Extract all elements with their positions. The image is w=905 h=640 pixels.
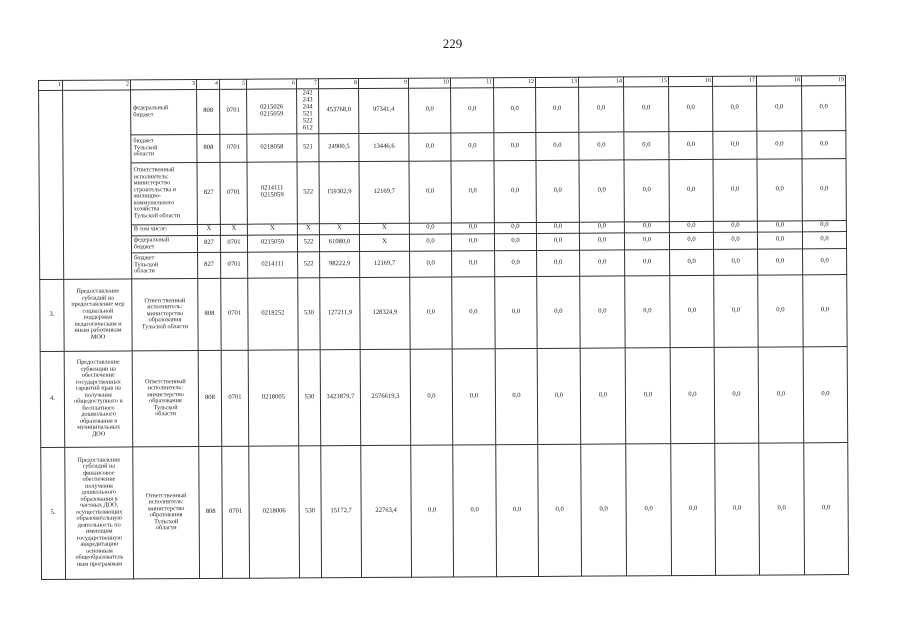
value-cell: 0,0 bbox=[598, 307, 607, 315]
grbs-cell: 827 bbox=[203, 188, 214, 196]
value-cell: 0,0 bbox=[820, 184, 829, 192]
header-cell: 16 bbox=[668, 76, 712, 86]
value-cell: 0,0 bbox=[426, 187, 435, 195]
value-cell: 0,0 bbox=[687, 236, 696, 244]
value-cell: 0,0 bbox=[555, 505, 564, 513]
header-cell: 17 bbox=[712, 76, 756, 86]
vr-cell: 522 bbox=[303, 238, 314, 246]
value-cell: 0,0 bbox=[468, 186, 477, 194]
csr-cell: 0218058 bbox=[260, 143, 284, 151]
value-cell: 0,0 bbox=[512, 505, 522, 513]
amount-cell: X bbox=[382, 237, 387, 245]
vr-cell: 530 bbox=[303, 308, 314, 316]
value-cell: 0,0 bbox=[553, 258, 563, 266]
value-cell: 0,0 bbox=[642, 222, 652, 230]
x-cell: X bbox=[336, 224, 342, 232]
value-cell: 0,0 bbox=[597, 186, 606, 194]
value-cell: 0,0 bbox=[775, 185, 784, 193]
value-cell: 0,0 bbox=[776, 306, 785, 314]
csr-cell: 0218005 bbox=[261, 393, 285, 401]
value-cell: 0,0 bbox=[425, 142, 435, 150]
executor-cell: бюджет Тульской области bbox=[133, 137, 158, 158]
header-cell: 3 bbox=[131, 80, 197, 90]
value-cell: 0,0 bbox=[469, 391, 479, 399]
vr-cell: 522 bbox=[303, 187, 314, 195]
value-cell: 0,0 bbox=[775, 257, 785, 265]
rzpr-cell: 0701 bbox=[227, 238, 241, 246]
amount-cell: 159302,9 bbox=[326, 187, 352, 195]
value-cell: 0,0 bbox=[642, 257, 652, 265]
value-cell: 0,0 bbox=[688, 504, 698, 512]
value-cell: 0,0 bbox=[775, 140, 784, 148]
vr-cell: 530 bbox=[305, 506, 316, 514]
value-cell: 0,0 bbox=[597, 141, 606, 149]
value-cell: 0,0 bbox=[642, 140, 651, 148]
executor-cell: Ответственный исполнитель: министерство образования Тульской области bbox=[145, 491, 187, 532]
x-cell: X bbox=[231, 224, 237, 232]
header-cell: 12 bbox=[493, 77, 535, 87]
grbs-cell: 808 bbox=[203, 143, 214, 151]
vr-cell: 242 243 244 521 522 612 bbox=[302, 89, 313, 131]
rzpr-cell: 0701 bbox=[229, 507, 243, 515]
value-cell: 0,0 bbox=[510, 105, 519, 113]
value-cell: 0,0 bbox=[777, 504, 786, 512]
csr-cell: 0215026 0215059 bbox=[260, 103, 284, 118]
executor-cell: бюджет Тульской области bbox=[134, 254, 159, 275]
header-cell: 5 bbox=[219, 79, 246, 89]
measure-name-cell: Предоставление субвенции на обеспечение государственных гарантий прав на получение общедоступного и бесплатного дошкольного образования в муниципальных ДОО bbox=[74, 358, 123, 438]
value-cell: 0,0 bbox=[468, 141, 477, 149]
grbs-cell: 808 bbox=[205, 507, 216, 515]
value-cell: 0,0 bbox=[597, 222, 607, 230]
x-cell: X bbox=[381, 223, 387, 231]
csr-cell: 0218252 bbox=[261, 309, 285, 317]
value-cell: 0,0 bbox=[468, 105, 477, 113]
value-cell: 0,0 bbox=[687, 306, 697, 314]
value-cell: 0,0 bbox=[819, 139, 829, 147]
value-cell: 0,0 bbox=[470, 505, 479, 513]
value-cell: 0,0 bbox=[731, 257, 740, 265]
value-cell: 0,0 bbox=[688, 390, 697, 398]
amount-cell: 24900,5 bbox=[328, 142, 350, 150]
amount-cell: 22763,4 bbox=[375, 506, 397, 514]
value-cell: 0,0 bbox=[511, 237, 520, 245]
value-cell: 0,0 bbox=[469, 307, 478, 315]
value-cell: 0,0 bbox=[511, 258, 520, 266]
value-cell: 0,0 bbox=[426, 237, 435, 245]
header-cell: 14 bbox=[578, 77, 623, 87]
value-cell: 0,0 bbox=[510, 141, 520, 149]
value-cell: 0,0 bbox=[731, 235, 740, 243]
amount-cell: 98222,9 bbox=[328, 259, 351, 267]
value-cell: 0,0 bbox=[820, 256, 829, 264]
measure-name-cell: Предоставление субсидий на финансовое обеспечение получения дошкольного образования в частных ДОО, осуществляющих образовательную деятельность по имеющим государственную аккредитацию основным общеобразователь ным программам bbox=[75, 456, 124, 568]
table-row bbox=[39, 158, 846, 225]
grbs-cell: 808 bbox=[203, 107, 214, 115]
x-cell: X bbox=[305, 224, 311, 232]
amount-cell: 3423879,7 bbox=[326, 392, 355, 400]
value-cell: 0,0 bbox=[820, 221, 829, 229]
rzpr-cell: 0701 bbox=[227, 309, 242, 317]
value-cell: 0,0 bbox=[775, 221, 785, 229]
header-cell: 15 bbox=[623, 77, 668, 87]
executor-cell: Ответственный исполнитель: министерство образования Тульской области bbox=[144, 377, 186, 418]
row-number-cell: 3. bbox=[49, 310, 55, 318]
value-cell: 0,0 bbox=[642, 104, 651, 112]
measure-name-cell: Предоставление субсидий на предоставление мер социальной поддержки педагогическим и иным работникам МОО bbox=[71, 287, 125, 341]
amount-cell: 15172,7 bbox=[330, 506, 352, 514]
rzpr-cell: 0701 bbox=[227, 260, 241, 268]
header-cell: 7 bbox=[296, 79, 318, 89]
value-cell: 0,0 bbox=[511, 307, 521, 315]
executor-cell: федеральный бюджет bbox=[133, 104, 169, 119]
value-cell: 0,0 bbox=[687, 222, 696, 230]
value-cell: 0,0 bbox=[553, 222, 563, 230]
amount-cell: 453768,0 bbox=[326, 106, 352, 114]
value-cell: 0,0 bbox=[426, 223, 435, 231]
x-cell: X bbox=[206, 225, 212, 233]
executor-cell: федеральный бюджет bbox=[133, 236, 170, 250]
table-row bbox=[41, 442, 849, 579]
value-cell: 0,0 bbox=[553, 141, 562, 149]
table-row bbox=[39, 86, 846, 135]
header-cell: 2 bbox=[63, 80, 131, 90]
vr-cell: 530 bbox=[304, 392, 315, 400]
value-cell: 0,0 bbox=[511, 186, 520, 194]
csr-cell: 0214111 0215059 bbox=[260, 184, 284, 199]
value-cell: 0,0 bbox=[687, 185, 696, 193]
grbs-cell: 827 bbox=[204, 260, 215, 268]
grbs-cell: 808 bbox=[204, 393, 215, 401]
csr-cell: 0214111 bbox=[261, 260, 284, 268]
value-cell: 0,0 bbox=[821, 503, 831, 511]
value-cell: 0,0 bbox=[642, 185, 651, 193]
grbs-cell: 808 bbox=[204, 309, 215, 317]
csr-cell: 0215059 bbox=[260, 238, 285, 246]
value-cell: 0,0 bbox=[427, 506, 437, 514]
value-cell: 0,0 bbox=[597, 104, 606, 112]
value-cell: 0,0 bbox=[643, 306, 652, 314]
value-cell: 0,0 bbox=[553, 236, 563, 244]
amount-cell: 13446,6 bbox=[373, 142, 395, 150]
value-cell: 0,0 bbox=[553, 186, 562, 194]
value-cell: 0,0 bbox=[644, 504, 653, 512]
value-cell: 0,0 bbox=[732, 390, 741, 398]
budget-table bbox=[38, 75, 849, 579]
row-number-cell: 5. bbox=[50, 508, 56, 516]
value-cell: 0,0 bbox=[599, 505, 608, 513]
value-cell: 0,0 bbox=[425, 105, 434, 113]
value-cell: 0,0 bbox=[427, 392, 436, 400]
value-cell: 0,0 bbox=[468, 258, 478, 266]
value-cell: 0,0 bbox=[731, 221, 740, 229]
value-cell: 0,0 bbox=[820, 305, 830, 313]
value-cell: 0,0 bbox=[426, 259, 435, 267]
executor-cell: Ответственный исполнитель: министерство образования Тульской области bbox=[141, 296, 189, 331]
row-number-cell: 4. bbox=[49, 394, 55, 402]
row-number-cell bbox=[39, 90, 64, 279]
vr-cell: 522 bbox=[303, 259, 314, 267]
header-cell: 10 bbox=[408, 78, 450, 88]
value-cell: 0,0 bbox=[732, 504, 742, 512]
header-cell: 6 bbox=[246, 79, 296, 89]
value-cell: 0,0 bbox=[731, 185, 740, 193]
amount-cell: 127211,9 bbox=[327, 308, 353, 316]
value-cell: 0,0 bbox=[643, 390, 653, 398]
value-cell: 0,0 bbox=[597, 258, 607, 266]
amount-cell: 12169,7 bbox=[373, 259, 396, 267]
vr-cell: 521 bbox=[302, 142, 313, 150]
value-cell: 0,0 bbox=[468, 223, 478, 231]
value-cell: 0,0 bbox=[686, 104, 695, 112]
page-number: 229 bbox=[442, 36, 463, 51]
value-cell: 0,0 bbox=[730, 140, 740, 148]
value-cell: 0,0 bbox=[687, 257, 696, 265]
value-cell: 0,0 bbox=[512, 391, 521, 399]
value-cell: 0,0 bbox=[775, 103, 784, 111]
value-cell: 0,0 bbox=[554, 391, 564, 399]
executor-cell: Ответственный исполнитель: министерство строительства и жилищно- коммунального хозяйства Тульской области bbox=[133, 166, 181, 219]
value-cell: 0,0 bbox=[776, 390, 786, 398]
header-cell: 18 bbox=[756, 76, 801, 86]
value-cell: 0,0 bbox=[821, 389, 830, 397]
header-cell: 19 bbox=[801, 76, 845, 86]
header-cell: 1 bbox=[39, 80, 63, 90]
header-cell: 13 bbox=[535, 77, 578, 87]
header-cell: 8 bbox=[318, 79, 358, 89]
value-cell: 0,0 bbox=[426, 308, 436, 316]
rzpr-cell: 0701 bbox=[226, 143, 241, 151]
measure-name-cell bbox=[63, 90, 132, 279]
value-cell: 0,0 bbox=[511, 223, 520, 231]
executor-cell: В том числе: bbox=[133, 225, 168, 233]
amount-cell: 2576619,3 bbox=[371, 392, 400, 400]
grbs-cell: 827 bbox=[204, 238, 214, 247]
value-cell: 0,0 bbox=[686, 140, 696, 148]
value-cell: 0,0 bbox=[597, 236, 607, 244]
value-cell: 0,0 bbox=[554, 307, 563, 315]
value-cell: 0,0 bbox=[731, 306, 741, 314]
rzpr-cell: 0701 bbox=[226, 107, 240, 115]
amount-cell: 128324,9 bbox=[372, 308, 398, 316]
value-cell: 0,0 bbox=[820, 235, 829, 243]
value-cell: 0,0 bbox=[468, 237, 478, 245]
table-row bbox=[40, 346, 848, 447]
value-cell: 0,0 bbox=[598, 391, 608, 399]
rzpr-cell: 0701 bbox=[228, 393, 242, 401]
header-cell: 11 bbox=[450, 78, 493, 88]
value-cell: 0,0 bbox=[775, 235, 785, 243]
header-cell: 4 bbox=[197, 79, 220, 89]
value-cell: 0,0 bbox=[553, 105, 562, 113]
csr-cell: 0218006 bbox=[262, 507, 286, 515]
amount-cell: 61080,0 bbox=[328, 238, 351, 246]
value-cell: 0,0 bbox=[819, 103, 828, 111]
header-cell: 9 bbox=[358, 78, 408, 88]
amount-cell: 97341,4 bbox=[372, 106, 395, 114]
value-cell: 0,0 bbox=[642, 236, 652, 244]
rzpr-cell: 0701 bbox=[227, 188, 241, 196]
x-cell: X bbox=[269, 224, 275, 232]
table-row bbox=[40, 274, 847, 351]
value-cell: 0,0 bbox=[730, 104, 739, 112]
amount-cell: 12169,7 bbox=[373, 187, 395, 195]
